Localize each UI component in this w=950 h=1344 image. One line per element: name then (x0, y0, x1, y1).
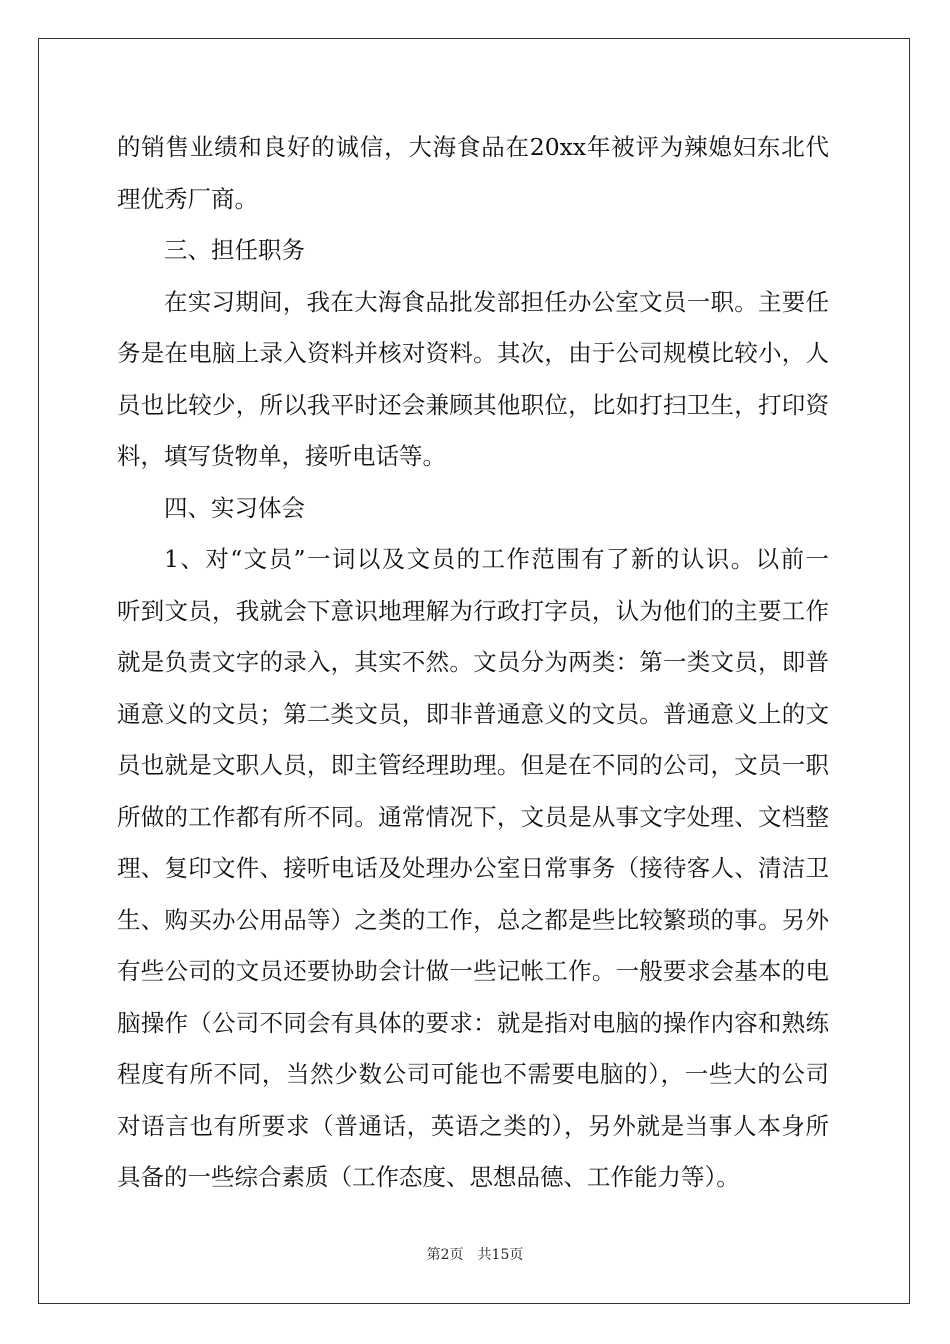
text-line: 通意义的文员；第二类文员，即非普通意义的文员。普通意义上的文 (117, 699, 829, 728)
text-line: 对语言也有所要求（普通话，英语之类的），另外就是当事人本身所 (117, 1111, 829, 1140)
text-line: 理优秀厂商。 (117, 184, 258, 213)
text-line: 理、复印文件、接听电话及处理办公室日常事务（接待客人、清洁卫 (117, 854, 829, 882)
text-line: 听到文员，我就会下意识地理解为行政打字员，认为他们的主要工作 (117, 596, 829, 625)
document-body (117, 122, 829, 1204)
text-line: 具备的一些综合素质（工作态度、思想品德、工作能力等）。 (117, 1163, 740, 1191)
text-line: 1、对“文员”一词以及文员的工作范围有了新的认识。以前一 (164, 545, 829, 573)
text-line: 务是在电脑上录入资料并核对资料。其次，由于公司规模比较小，人 (117, 339, 829, 367)
text-line: 程度有所不同，当然少数公司可能也不需要电脑的），一些大的公司 (117, 1060, 829, 1088)
text-line: 就是负责文字的录入，其实不然。文员分为两类：第一类文员，即普 (117, 648, 829, 676)
text-line: 四、实习体会 (164, 493, 305, 522)
text-line: 三、担任职务 (164, 236, 305, 264)
text-line: 生、购买办公用品等）之类的工作，总之都是些比较繁琐的事。另外 (117, 905, 829, 934)
text-line: 员也比较少，所以我平时还会兼顾其他职位，比如打扫卫生，打印资 (117, 390, 829, 419)
text-line: 料，填写货物单，接听电话等。 (117, 442, 446, 470)
text-line: 在实习期间，我在大海食品批发部担任办公室文员一职。主要任 (164, 287, 829, 316)
text-line: 所做的工作都有所不同。通常情况下，文员是从事文字处理、文档整 (117, 802, 829, 831)
text-line: 的销售业绩和良好的诚信，大海食品在20xx年被评为辣媳妇东北代 (117, 133, 829, 161)
text-line: 有些公司的文员还要协助会计做一些记帐工作。一般要求会基本的电 (117, 957, 829, 985)
text-line: 员也就是文职人员，即主管经理助理。但是在不同的公司，文员一职 (117, 751, 829, 779)
page-footer: 第2页 共15页 (426, 1247, 524, 1263)
text-line: 脑操作（公司不同会有具体的要求：就是指对电脑的操作内容和熟练 (117, 1008, 829, 1037)
